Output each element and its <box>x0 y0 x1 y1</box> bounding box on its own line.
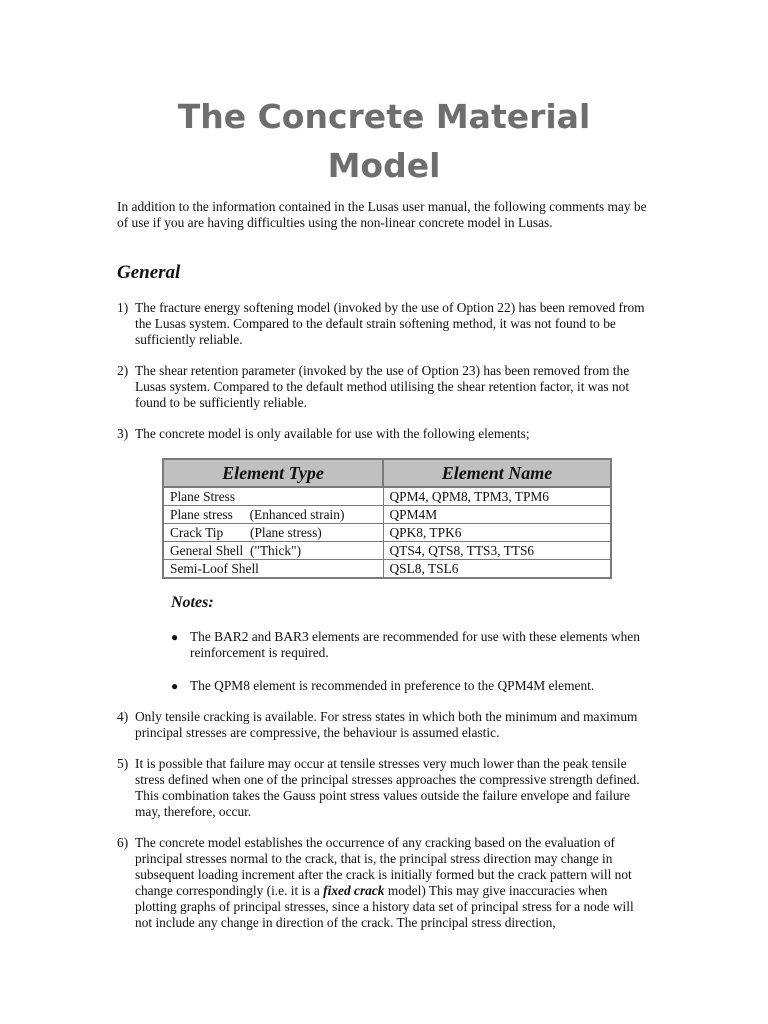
list-item-6 <box>117 835 647 931</box>
list-item-2 <box>117 363 647 411</box>
list-item-5 <box>117 756 647 820</box>
notes-heading: Notes: <box>171 594 214 611</box>
bullet-icon: ● <box>171 679 179 693</box>
item-number: 4) <box>117 709 129 724</box>
table-header-row <box>163 459 611 487</box>
table-cell: Plane stress (Enhanced strain) <box>163 506 383 524</box>
note-bullet-1 <box>171 629 651 661</box>
item-text: It is possible that failure may occur at tensile stresses very much lower than the peak tensile stress defined when one of the principal stresses approaches the compressive strength defined. This combination takes the Gauss point stress values outside the failure envelope and failure may, therefore, occur. <box>135 756 640 819</box>
table-cell: QPK8, TPK6 <box>383 524 611 542</box>
table-cell: Crack Tip (Plane stress) <box>163 524 383 542</box>
bullet-text: The QPM8 element is recommended in preference to the QPM4M element. <box>190 678 595 693</box>
table-cell: Plane Stress <box>163 487 383 506</box>
table-header-element-name: Element Name <box>383 459 611 487</box>
table-cell: QSL8, TSL6 <box>383 560 611 579</box>
item-text-part: model) This may give inaccuracies when plotting graphs of principal stresses, since a history data set of principal stress for a node will not include any change in direction of the crack. The principal stress direction, <box>135 883 634 930</box>
bullet-text: The BAR2 and BAR3 elements are recommended for use with these elements when reinforcement is required. <box>190 629 640 660</box>
title-line-1: The Concrete Material <box>177 97 591 136</box>
table-cell: QPM4M <box>383 506 611 524</box>
table-cell: QPM4, QPM8, TPM3, TPM6 <box>383 487 611 506</box>
table-row <box>163 524 611 542</box>
table-row <box>163 506 611 524</box>
item-text: Only tensile cracking is available. For stress states in which both the minimum and maximum principal stresses are compressive, the behaviour is assumed elastic. <box>135 709 638 740</box>
item-number: 6) <box>117 835 129 850</box>
table-cell: Semi-Loof Shell <box>163 560 383 579</box>
fixed-crack-emphasis: fixed crack <box>323 883 385 898</box>
elements-table <box>162 458 612 579</box>
intro-paragraph: In addition to the information contained in the Lusas user manual, the following comments may be of use if you are having difficulties using the non-linear concrete model in Lusas. <box>117 199 647 230</box>
item-number: 3) <box>117 426 129 441</box>
table-cell: General Shell ("Thick") <box>163 542 383 560</box>
list-item-1 <box>117 300 647 348</box>
list-item-4 <box>117 709 647 741</box>
section-heading-general: General <box>117 262 181 283</box>
table-row <box>163 542 611 560</box>
table-cell: QTS4, QTS8, TTS3, TTS6 <box>383 542 611 560</box>
table-row <box>163 487 611 506</box>
item-text: The shear retention parameter (invoked by the use of Option 23) has been removed from the Lusas system. Compared to the default method utilising the shear retention factor, it was not found to be sufficiently reliable. <box>135 363 630 410</box>
bullet-icon: ● <box>171 630 179 644</box>
item-text: The fracture energy softening model (invoked by the use of Option 22) has been removed from the Lusas system. Compared to the default strain softening method, it was not found to be sufficiently reliable. <box>135 300 645 347</box>
item-number: 2) <box>117 363 129 378</box>
item-text-part: The concrete model establishes the occurrence of any cracking based on the evaluation of principal stresses normal to the crack, that is, the principal stress direction may change in subsequent loading increment after the crack is initially formed but the crack pattern will not change correspondingly (i.e. it is a <box>135 835 632 898</box>
document-title <box>0 92 768 190</box>
list-item-3 <box>117 426 647 442</box>
table-header-element-type: Element Type <box>163 459 383 487</box>
item-number: 1) <box>117 300 129 315</box>
item-number: 5) <box>117 756 129 771</box>
note-bullet-2 <box>171 678 651 694</box>
item-text: The concrete model is only available for use with the following elements; <box>135 426 530 441</box>
title-line-2: Model <box>327 146 441 185</box>
item-text <box>135 835 647 931</box>
table-row <box>163 560 611 579</box>
